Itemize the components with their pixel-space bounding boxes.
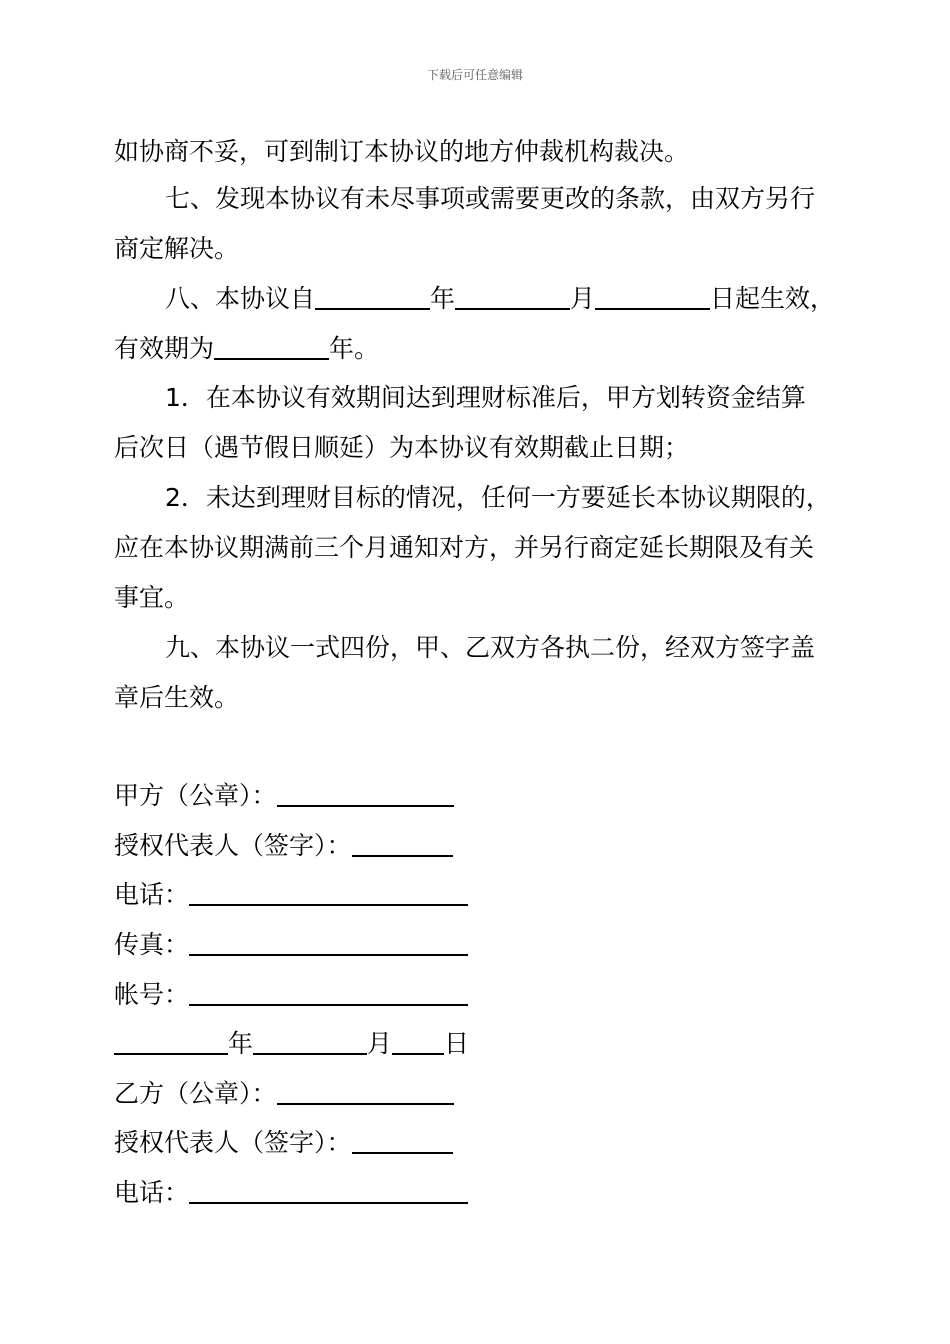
party-b-phone-label: 电话： bbox=[114, 1178, 190, 1207]
party-a-account-blank[interactable] bbox=[189, 980, 468, 1006]
party-a-phone-blank[interactable] bbox=[189, 880, 468, 906]
party-b-rep-label: 授权代表人（签字）： bbox=[114, 1128, 352, 1157]
date-day-blank[interactable] bbox=[392, 1029, 444, 1055]
clause-7-line-1: 七、发现本协议有未尽事项或需要更改的条款，由双方另行 bbox=[165, 184, 816, 213]
clause-9-line-2: 章后生效。 bbox=[114, 683, 240, 712]
clause-8-text: 八、本协议自 bbox=[165, 284, 316, 313]
party-a-fax-label: 传真： bbox=[114, 930, 190, 959]
day-blank[interactable] bbox=[595, 284, 710, 310]
party-b-seal-row bbox=[114, 1079, 454, 1109]
page-header: 下载后可任意编辑 bbox=[426, 68, 523, 82]
validity-label: 有效期为 bbox=[114, 334, 215, 363]
date-year-blank[interactable] bbox=[114, 1029, 228, 1055]
year-label: 年 bbox=[430, 284, 456, 313]
party-a-phone-row bbox=[114, 880, 468, 910]
date-day-label: 日 bbox=[444, 1029, 470, 1058]
party-a-fax-blank[interactable] bbox=[189, 930, 468, 956]
item-2-line-1: 2．未达到理财目标的情况，任何一方要延长本协议期限的， bbox=[165, 483, 831, 512]
month-blank[interactable] bbox=[455, 284, 570, 310]
clause-8-line-1 bbox=[165, 284, 835, 314]
party-b-phone-row bbox=[114, 1178, 468, 1208]
party-a-seal-label: 甲方（公章）： bbox=[114, 781, 277, 810]
party-a-phone-label: 电话： bbox=[114, 880, 190, 909]
validity-years-blank[interactable] bbox=[214, 334, 329, 360]
party-b-rep-blank[interactable] bbox=[352, 1128, 453, 1154]
party-a-fax-row bbox=[114, 930, 468, 960]
party-a-rep-label: 授权代表人（签字）： bbox=[114, 831, 352, 860]
item-1-line-2: 后次日（遇节假日顺延）为本协议有效期截止日期； bbox=[114, 433, 690, 462]
clause-9-line-1: 九、本协议一式四份，甲、乙双方各执二份，经双方签字盖 bbox=[165, 633, 816, 662]
party-b-seal-label: 乙方（公章）： bbox=[114, 1079, 277, 1108]
clause-7-line-2: 商定解决。 bbox=[114, 234, 240, 263]
party-a-rep-blank[interactable] bbox=[352, 831, 453, 857]
date-month-blank[interactable] bbox=[253, 1029, 367, 1055]
month-label: 月 bbox=[570, 284, 596, 313]
party-b-seal-blank[interactable] bbox=[277, 1079, 454, 1105]
date-year-label: 年 bbox=[228, 1029, 254, 1058]
party-a-account-label: 帐号： bbox=[114, 980, 190, 1009]
party-a-seal-blank[interactable] bbox=[277, 781, 454, 807]
date-row bbox=[114, 1029, 469, 1059]
party-a-rep-row bbox=[114, 831, 453, 861]
paragraph-line: 如协商不妥，可到制订本协议的地方仲裁机构裁决。 bbox=[114, 137, 690, 166]
party-b-rep-row bbox=[114, 1128, 453, 1158]
date-month-label: 月 bbox=[367, 1029, 393, 1058]
party-b-phone-blank[interactable] bbox=[189, 1178, 468, 1204]
validity-unit: 年。 bbox=[329, 334, 380, 363]
clause-8-line-2 bbox=[114, 334, 379, 364]
effective-text: 日起生效， bbox=[710, 284, 836, 313]
party-a-seal-row bbox=[114, 781, 454, 811]
item-2-line-3: 事宜。 bbox=[114, 583, 190, 612]
year-blank[interactable] bbox=[315, 284, 430, 310]
item-2-line-2: 应在本协议期满前三个月通知对方，并另行商定延长期限及有关 bbox=[114, 533, 815, 562]
party-a-account-row bbox=[114, 980, 468, 1010]
item-1-line-1: 1．在本协议有效期间达到理财标准后，甲方划转资金结算 bbox=[165, 383, 806, 412]
